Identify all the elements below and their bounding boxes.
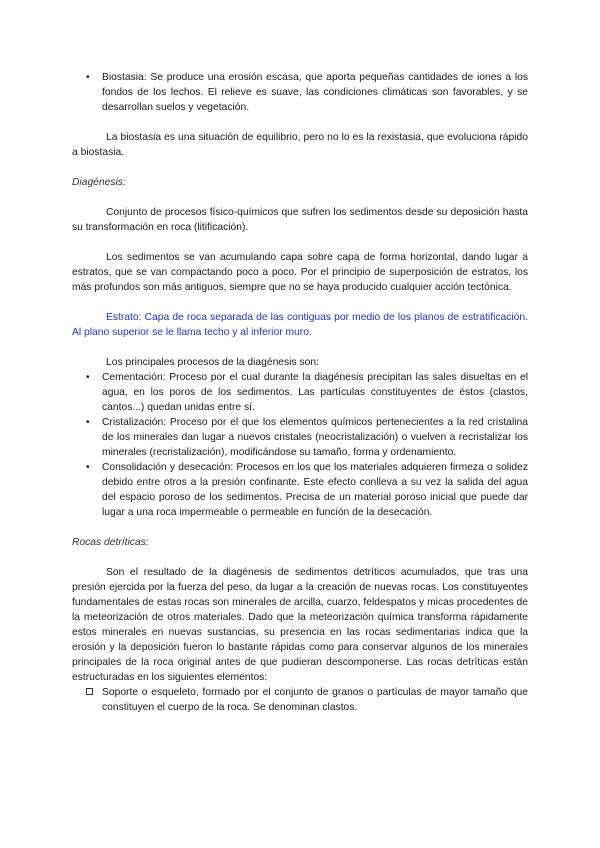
bullet-dot: •	[86, 72, 90, 83]
checkbox-icon	[86, 688, 93, 695]
bullet-text: Biostasia: Se produce una erosión escasa, que aporta pequeñas cantidades de iones a los fondos de los lechos. El relieve es suave, las condiciones climáticas son favorables, y se desarrollan suelos y vegetación.	[102, 72, 528, 113]
paragraph-biostasia: La biostasia es una situación de equilibrio, pero no lo es la rexistasia, que evoluciona rápido a biostasia.	[72, 132, 528, 158]
bullet-consolidacion	[72, 460, 528, 520]
bullet-text: Cementación: Proceso por el cual durante la diagénesis precipitan las sales disueltas en el agua, en los poros de los sedimentos. Las partículas constituyentes de éstos (clastos, cantos...) quedan unidas entre sí.	[102, 372, 528, 413]
bullet-biostasia	[72, 70, 528, 115]
heading-rocas-detriticas: Rocas detríticas:	[72, 537, 149, 548]
bullet-dot: •	[86, 417, 90, 428]
checkbox-item-text: Soporte o esqueleto, formado por el conjunto de granos o partículas de mayor tamaño que constituyen el cuerpo de la roca. Se denominan clastos.	[102, 687, 528, 713]
bullet-dot: •	[86, 372, 90, 383]
bullet-text: Consolidación y desecación: Procesos en los que los materiales adquieren firmeza o solidez debido entre otros a la presión confinante. Este efecto conlleva a su vez la salida del agua del espacio poroso de los sedimentos. Precisa de un material poroso inicial que puede dar lugar a una roca impermeable o permeable en función de la desecación.	[102, 462, 528, 518]
bullet-text: Cristalización: Proceso por el que los elementos químicos pertenecientes a la red cristalina de los minerales dan lugar a nuevos cristales (neocristalización) o vuelven a recristalizar los minerales (recristalización), modificándose su tamaño, forma y ordenamiento.	[102, 417, 528, 458]
paragraph-processes-intro: Los principales procesos de la diagénesis son:	[106, 357, 319, 368]
bullet-cementacion	[72, 370, 528, 415]
paragraph-diagenesis-definition: Conjunto de procesos físico-químicos que sufren los sedimentos desde su deposición hasta su transformación en roca (litificación).	[72, 207, 528, 233]
paragraph-estrato-definition: Estrato: Capa de roca separada de las contiguas por medio de los planos de estratificación. Al plano superior se le llama techo y al inferior muro.	[72, 312, 528, 338]
checkbox-item-soporte	[72, 685, 528, 715]
paragraph-rocas-detriticas: Son el resultado de la diagénesis de sedimentos detríticos acumulados, que tras una presión ejercida por la fuerza del peso, da lugar a la creación de nuevas rocas. Los constituyentes fundamentales de estas rocas son minerales de arcilla, cuarzo, feldespatos y micas procedentes de la meteorización de otros materiales. Dado que la meteorización química transforma rápidamente estos minerales en nuevas sustancias, su presencia en las rocas sedimentarias indica que la erosión y la deposición fueron lo bastante rápidas como para conservar algunos de los minerales principales de la roca original antes de que pudieran descomponerse. Las rocas detríticas están estructuradas en los siguientes elementos:	[72, 567, 528, 683]
heading-diagenesis: Diagénesis:	[72, 177, 126, 188]
bullet-cristalizacion	[72, 415, 528, 460]
bullet-dot: •	[86, 462, 90, 473]
paragraph-diagenesis-strata: Los sedimentos se van acumulando capa sobre capa de forma horizontal, dando lugar a estratos, que se van compactando poco a poco. Por el principio de superposición de estratos, los más profundos son más antiguos, siempre que no se haya producido cualquier acción tectónica.	[72, 252, 528, 293]
